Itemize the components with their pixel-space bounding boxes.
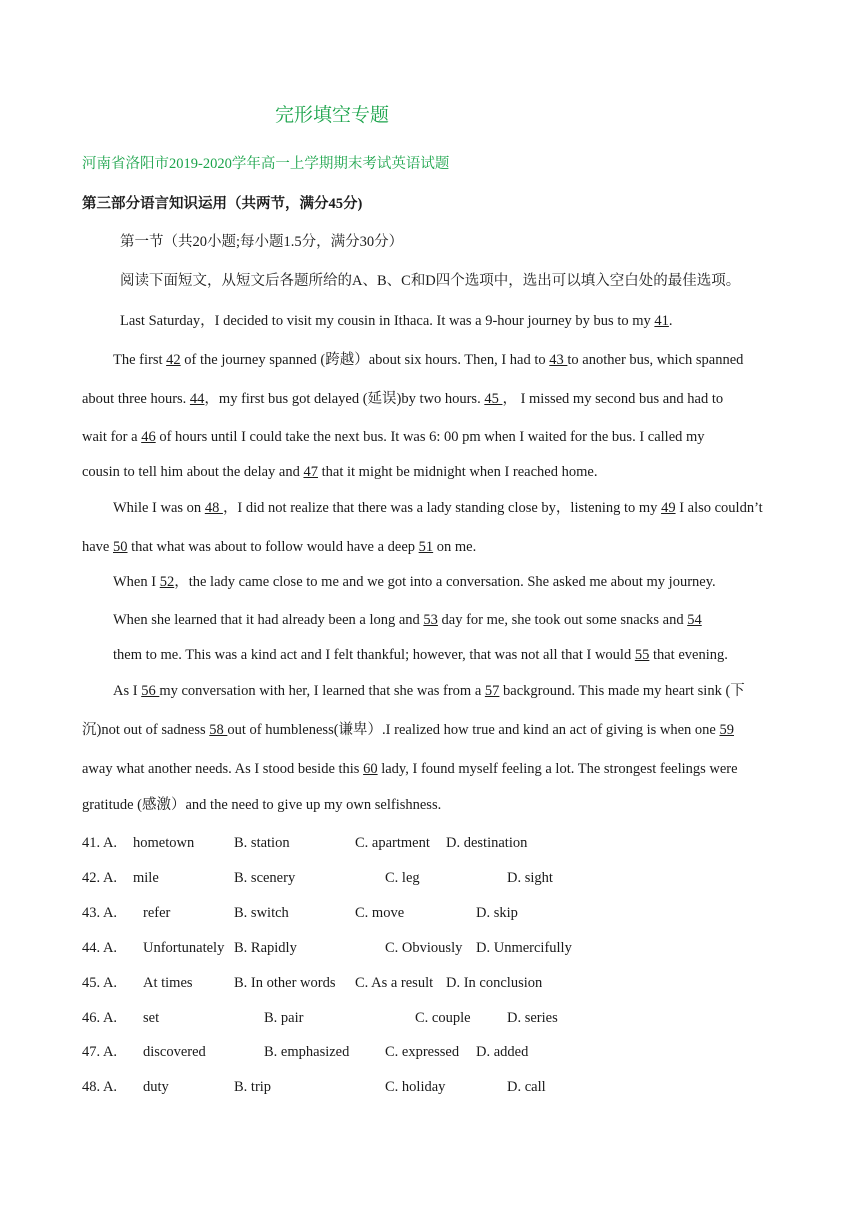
blank-46: 46 [141, 429, 156, 445]
question-number: 44. A. [82, 940, 118, 956]
option-b: B. Rapidly [234, 940, 297, 956]
passage-line: The first 42 of the journey spanned (跨越）about six hours. Then, I had to 43 to another bus, which spanned [113, 352, 744, 368]
section-heading: 第三部分语言知识运用（共两节，满分45分) [82, 196, 363, 212]
passage-line: 沉)not out of sadness 58 out of humbleness(谦卑）.I realized how true and kind an act of giving is when one 59 [82, 722, 734, 738]
passage-line: When she learned that it had already been a long and 53 day for me, she took out some snacks and 54 [113, 612, 702, 628]
blank-59: 59 [719, 722, 734, 738]
option-a: set [143, 1010, 160, 1026]
blank-49: 49 [661, 500, 676, 516]
passage-line: gratitude (感激）and the need to give up my own selfishness. [82, 797, 442, 813]
question-number: 45. A. [82, 975, 118, 991]
option-c: C. move [355, 905, 405, 921]
passage-line: wait for a 46 of hours until I could take the next bus. It was 6: 00 pm when I waited for the bus. I called my [82, 429, 705, 445]
question-number: 46. A. [82, 1010, 118, 1026]
option-b: B. pair [264, 1010, 304, 1026]
blank-47: 47 [303, 464, 318, 480]
passage-line: them to me. This was a kind act and I felt thankful; however, that was not all that I would 55 that evening. [113, 647, 728, 663]
option-a: mile [133, 870, 159, 886]
option-c: C. holiday [385, 1079, 446, 1095]
option-c: C. apartment [355, 835, 430, 851]
part-heading: 第一节（共20小题;每小题1.5分，满分30分） [120, 234, 404, 250]
option-c: C. Obviously [385, 940, 463, 956]
question-number: 43. A. [82, 905, 118, 921]
option-a: discovered [143, 1044, 206, 1060]
page-title: 完形填空专题 [275, 105, 390, 126]
option-d: D. sight [507, 870, 553, 886]
question-number: 41. A. [82, 835, 118, 851]
passage-line: Last Saturday，I decided to visit my cousin in Ithaca. It was a 9-hour journey by bus to my 41. [120, 313, 673, 329]
blank-50: 50 [113, 539, 128, 555]
blank-55: 55 [634, 647, 650, 663]
blank-53: 53 [423, 612, 438, 628]
blank-45: 45 [484, 391, 503, 407]
question-number: 48. A. [82, 1079, 118, 1095]
option-a: At times [143, 975, 193, 991]
option-d: D. Unmercifully [476, 940, 572, 956]
option-b: B. switch [234, 905, 289, 921]
blank-43: 43 [549, 352, 568, 368]
option-d: D. added [476, 1044, 529, 1060]
blank-48: 48 [204, 500, 223, 516]
question-number: 47. A. [82, 1044, 118, 1060]
blank-44: 44 [189, 391, 205, 407]
option-b: B. scenery [234, 870, 296, 886]
passage-line: have 50 that what was about to follow would have a deep 51 on me. [82, 539, 477, 555]
option-b: B. In other words [234, 975, 336, 991]
option-c: C. As a result [355, 975, 434, 991]
passage-line: While I was on 48 ，I did not realize that there was a lady standing close by，listening to my 49 I also couldn’t [113, 500, 763, 516]
option-a: duty [143, 1079, 169, 1095]
option-d: D. call [507, 1079, 546, 1095]
option-a: refer [143, 905, 171, 921]
option-c: C. leg [385, 870, 420, 886]
option-d: D. skip [476, 905, 518, 921]
option-a: Unfortunately [143, 940, 225, 956]
blank-58: 58 [209, 722, 228, 738]
exam-source: 河南省洛阳市2019-2020学年高一上学期期末考试英语试题 [82, 156, 450, 172]
blank-51: 51 [418, 539, 434, 555]
question-number: 42. A. [82, 870, 118, 886]
blank-54: 54 [687, 612, 702, 628]
option-b: B. emphasized [264, 1044, 350, 1060]
passage-line: cousin to tell him about the delay and 47 that it might be midnight when I reached home. [82, 464, 598, 480]
blank-41: 41 [654, 313, 669, 329]
option-d: D. In conclusion [446, 975, 543, 991]
option-b: B. trip [234, 1079, 272, 1095]
option-a: hometown [133, 835, 195, 851]
passage-line: away what another needs. As I stood beside this 60 lady, I found myself feeling a lot. The strongest feelings were [82, 761, 738, 777]
blank-42: 42 [166, 352, 181, 368]
passage-line: about three hours. 44，my first bus got delayed (延误)by two hours. 45 ， I missed my second bus and had to [82, 391, 724, 407]
blank-52: 52 [159, 574, 175, 590]
option-d: D. series [507, 1010, 558, 1026]
option-c: C. couple [415, 1010, 471, 1026]
passage-line: As I 56 my conversation with her, I learned that she was from a 57 background. This made my heart sink (下 [113, 683, 745, 699]
instruction: 阅读下面短文，从短文后各题所给的A、B、C和D四个选项中，选出可以填入空白处的最佳选项。 [120, 273, 741, 289]
option-b: B. station [234, 835, 290, 851]
blank-60: 60 [363, 761, 378, 777]
option-d: D. destination [446, 835, 528, 851]
passage-line: When I 52，the lady came close to me and we got into a conversation. She asked me about my journey. [113, 574, 716, 590]
blank-56: 56 [141, 683, 160, 699]
blank-57: 57 [484, 683, 500, 699]
option-c: C. expressed [385, 1044, 460, 1060]
